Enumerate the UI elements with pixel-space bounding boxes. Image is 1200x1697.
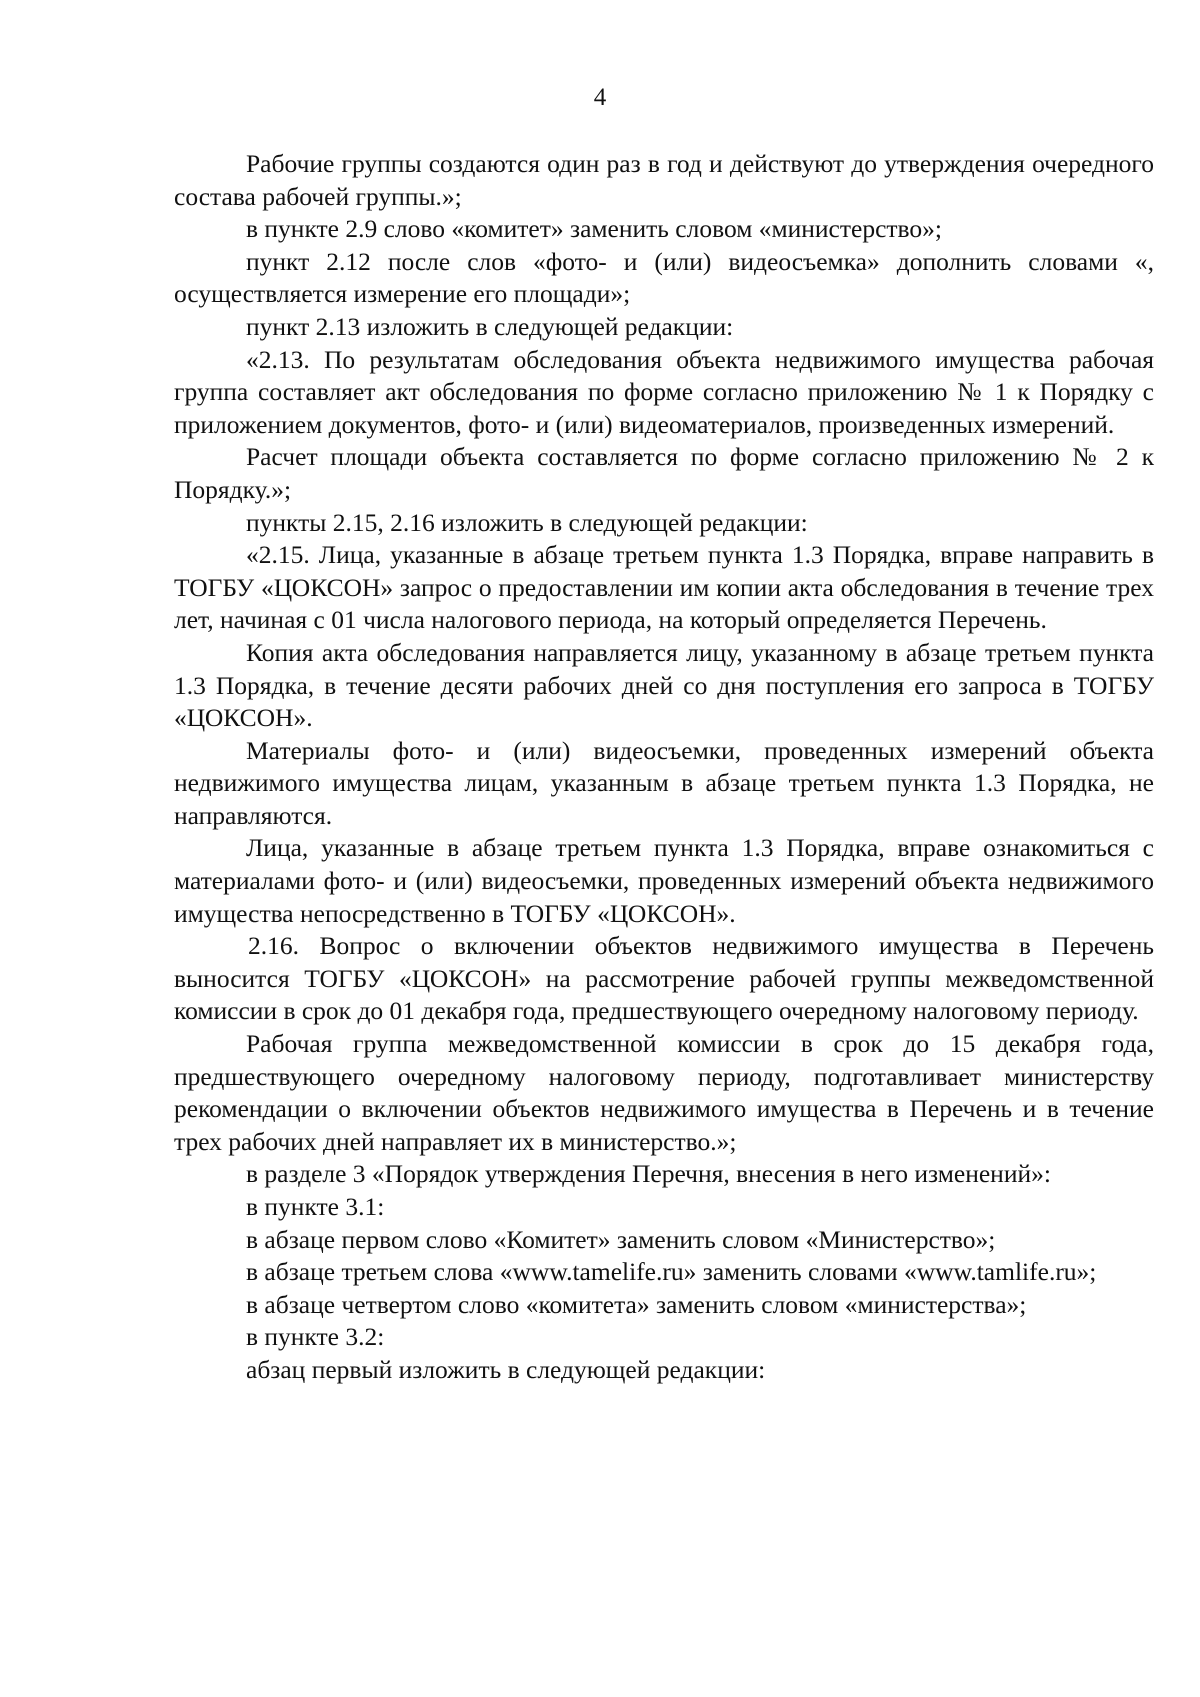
paragraph-17: в абзаце третьем слова «www.tamelife.ru» заменить словами «www.tamlife.ru»; — [246, 1257, 1097, 1287]
paragraph-15: в пункте 3.1: — [246, 1192, 385, 1221]
paragraph-12: 2.16. Вопрос о включении объектов недвижимого имущества в Перечень выносится ТОГБУ «ЦОКСОН» на рассмотрение рабочей группы межведомственной комиссии в срок до 01 декабря года, предшествующего очередному налоговому периоду. — [174, 931, 1154, 1026]
paragraph-6: Расчет площади объекта составляется по форме согласно приложению № 2 к Порядку.»; — [174, 442, 1154, 504]
paragraph-7: пункты 2.15, 2.16 изложить в следующей редакции: — [246, 507, 808, 537]
paragraph-14: в разделе 3 «Порядок утверждения Перечня, внесения в него изменений»: — [246, 1159, 1051, 1189]
paragraph-10: Материалы фото- и (или) видеосъемки, проведенных измерений объекта недвижимого имущества лицам, указанным в абзаце третьем пункта 1.3 Порядка, не направляются. — [174, 735, 1154, 830]
paragraph-9: Копия акта обследования направляется лицу, указанному в абзаце третьем пункта 1.3 Порядка, в течение десяти рабочих дней со дня поступления его запроса в ТОГБУ «ЦОКСОН». — [174, 637, 1154, 733]
paragraph-13: Рабочая группа межведомственной комиссии в срок до 15 декабря года, предшествующего очередному налоговому периоду, подготавливает министерству рекомендации о включении объектов недвижимого имущества в Перечень и в течение трех рабочих дней направляет их в министерство.»; — [174, 1029, 1154, 1156]
paragraph-18: в абзаце четвертом слово «комитета» заменить словом «министерства»; — [246, 1289, 1027, 1319]
paragraph-3: пункт 2.12 после слов «фото- и (или) видеосъемка» дополнить словами «, осуществляется измерение его площади»; — [174, 246, 1154, 309]
paragraph-20: абзац первый изложить в следующей редакции: — [246, 1354, 766, 1384]
paragraph-2: в пункте 2.9 слово «комитет» заменить словом «министерство»; — [246, 214, 942, 244]
paragraph-8: «2.15. Лица, указанные в абзаце третьем пункта 1.3 Порядка, вправе направить в ТОГБУ «ЦОКСОН» запрос о предоставлении им копии акта обследования в течение трех лет, начиная с 01 числа налогового периода, на который определяется Перечень. — [174, 540, 1154, 635]
paragraph-19: в пункте 3.2: — [246, 1322, 385, 1352]
document-body — [174, 148, 1154, 1387]
page-number: 4 — [593, 84, 607, 111]
paragraph-11: Лица, указанные в абзаце третьем пункта 1.3 Порядка, вправе ознакомиться с материалами фото- и (или) видеосъемки, проведенных измерений объекта недвижимого имущества непосредственно в ТОГБУ «ЦОКСОН». — [174, 833, 1154, 928]
paragraph-5: «2.13. По результатам обследования объекта недвижимого имущества рабочая группа составляет акт обследования по форме согласно приложению № 1 к Порядку с приложением документов, фото- и (или) видеоматериалов, произведенных измерений. — [174, 344, 1154, 439]
paragraph-4: пункт 2.13 изложить в следующей редакции: — [246, 311, 734, 341]
paragraph-16: в абзаце первом слово «Комитет» заменить словом «Министерство»; — [246, 1224, 996, 1254]
paragraph-1: Рабочие группы создаются один раз в год и действуют до утверждения очередного состава рабочей группы.»; — [174, 149, 1154, 211]
